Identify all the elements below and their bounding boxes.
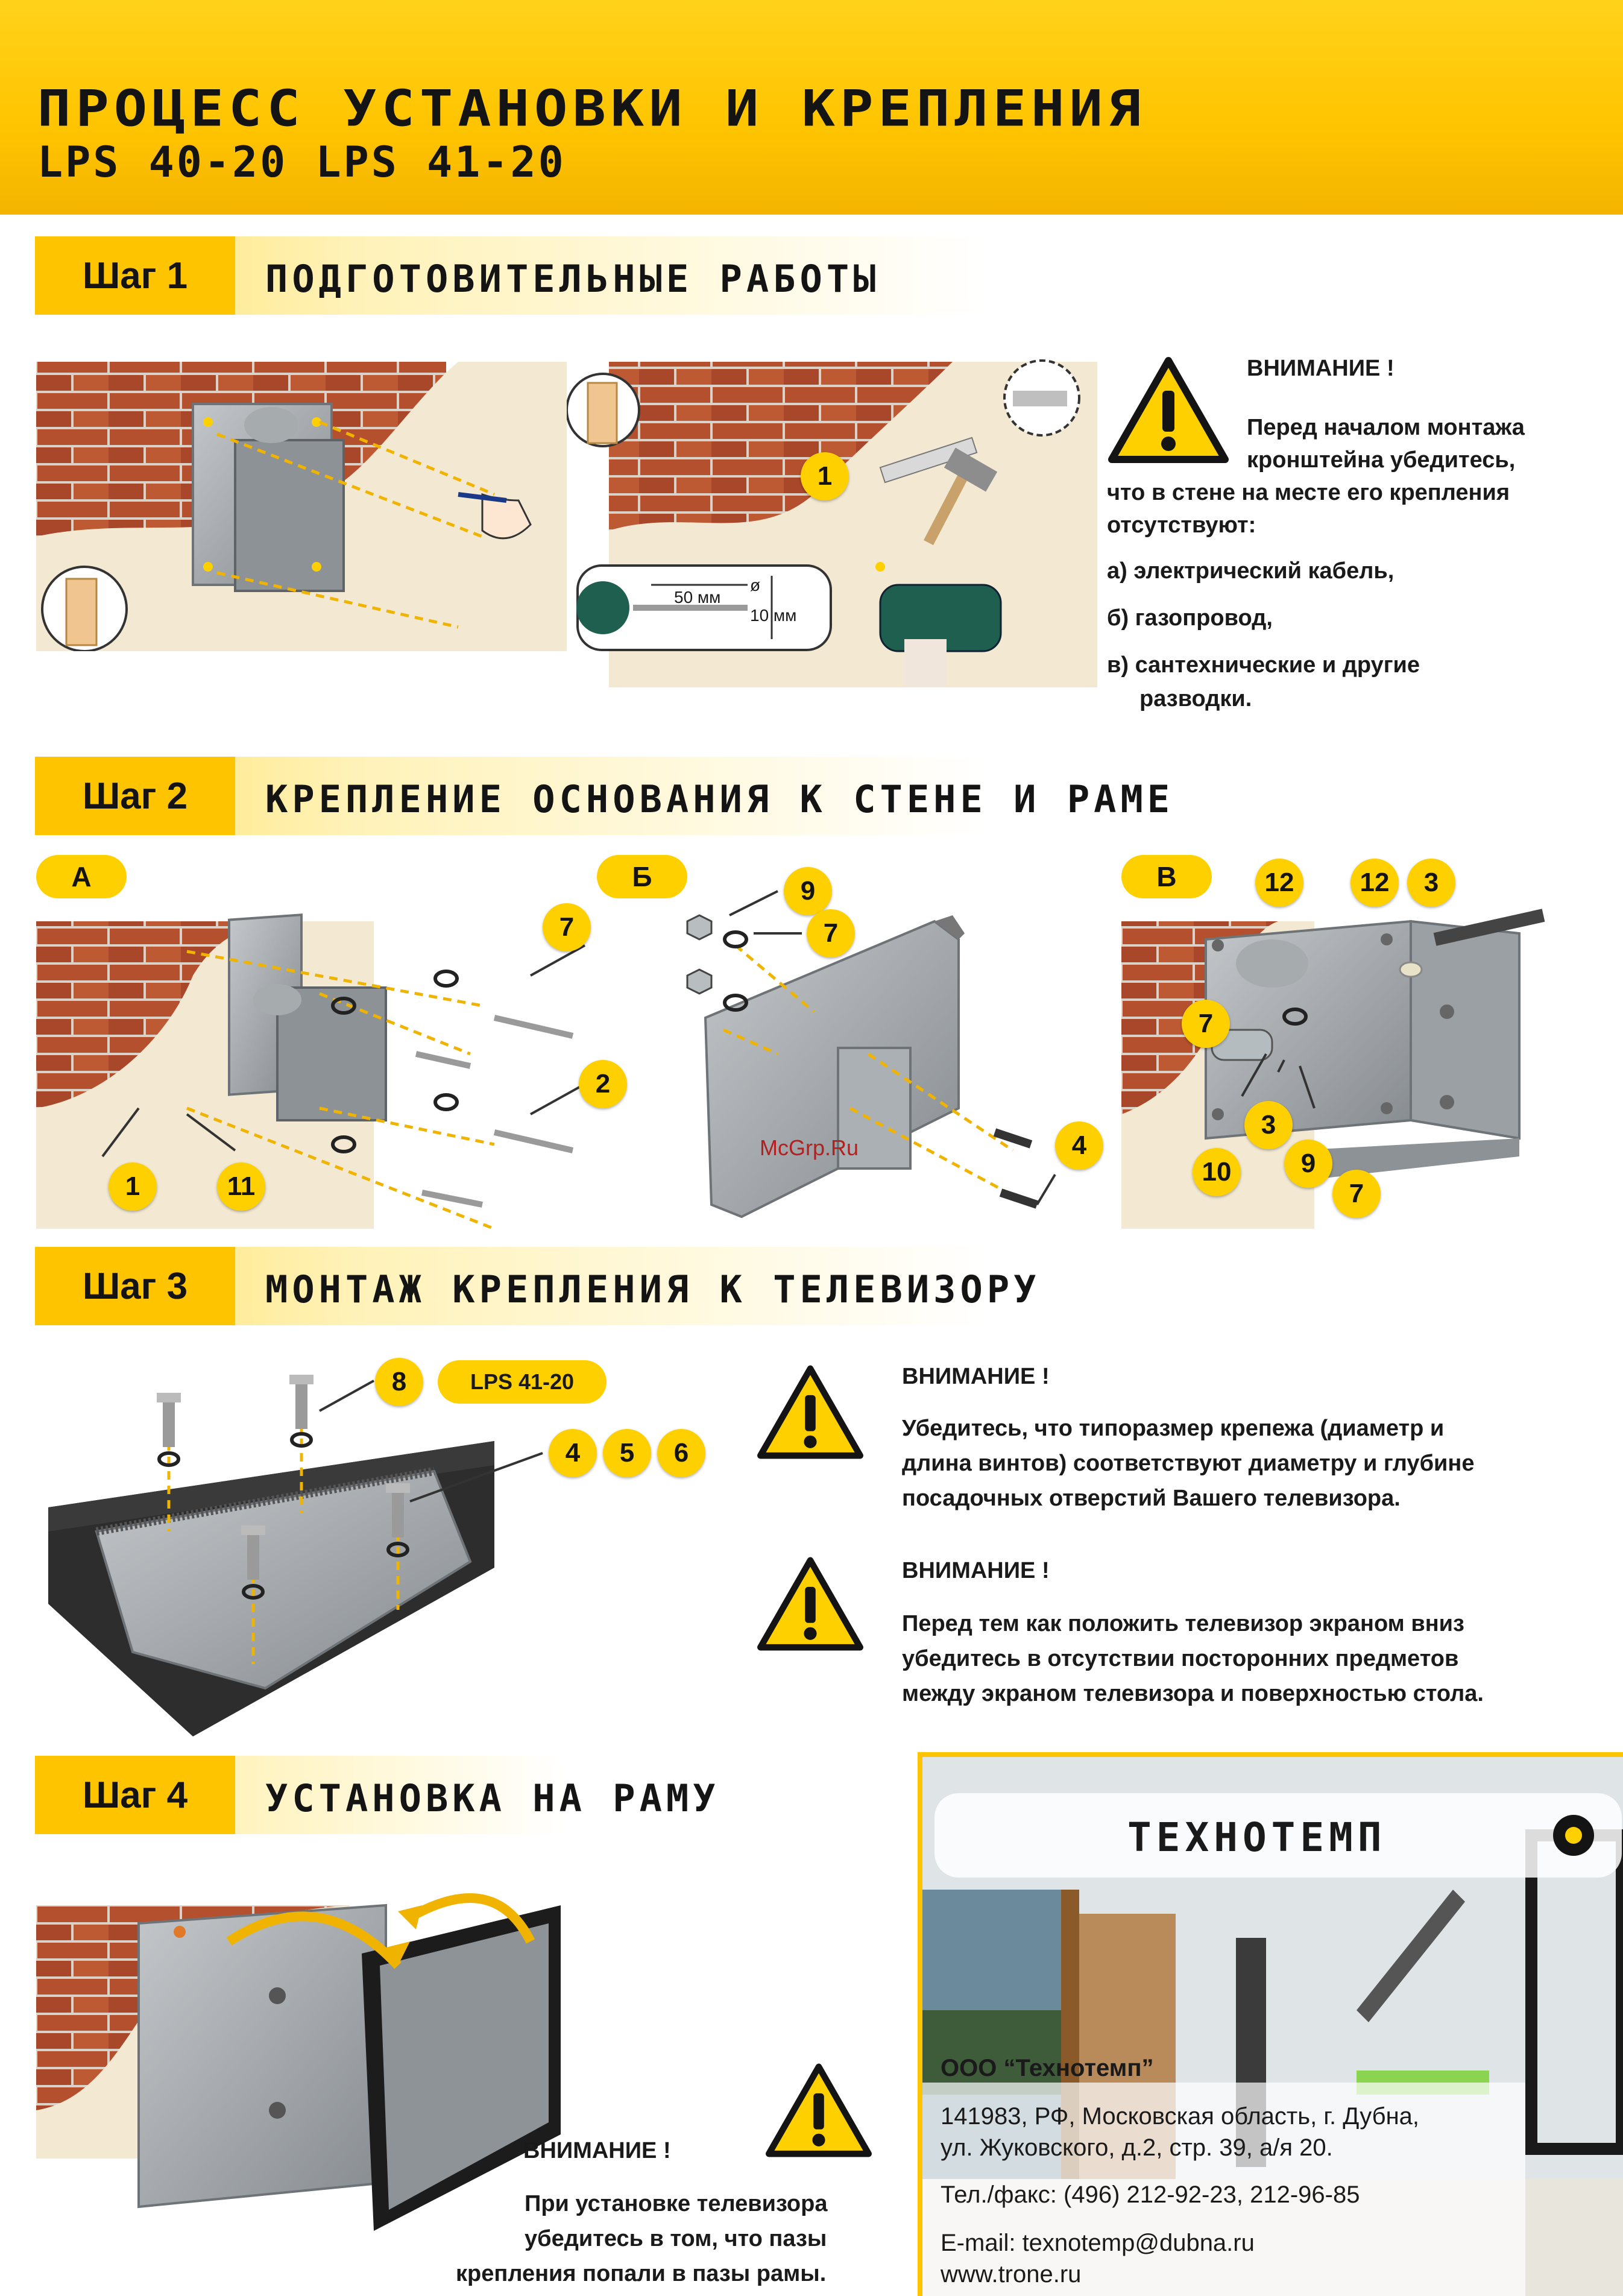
step4-illustration xyxy=(36,1869,591,2255)
step2-b-callout: 9 xyxy=(784,867,832,915)
step1-warning-item: разводки. xyxy=(1139,686,1252,711)
step1-warning-line: кронштейна убедитесь, xyxy=(1247,447,1516,473)
step1-bracket-svg xyxy=(36,356,567,651)
step4-bar xyxy=(35,1756,918,1834)
warning-icon xyxy=(757,1556,863,1652)
header-banner xyxy=(0,0,1623,218)
step1-warning-head: ВНИМАНИЕ ! xyxy=(1247,356,1395,381)
step2-c-callout: 12 xyxy=(1350,859,1399,907)
step2-label: Шаг 2 xyxy=(35,757,235,835)
step3-callout: 4 xyxy=(549,1429,597,1477)
step1-warning-item: б) газопровод, xyxy=(1107,605,1273,631)
step2-panel-c-letter: В xyxy=(1121,855,1212,898)
step1-drill-svg xyxy=(567,350,1097,687)
step3-bar xyxy=(35,1247,1623,1325)
step4-warning-head: ВНИМАНИЕ ! xyxy=(523,2138,671,2163)
drill-diameter-symbol: ø xyxy=(750,576,761,594)
step3-warning2-line: Перед тем как положить телевизор экраном вниз xyxy=(902,1611,1464,1636)
step2-panel-a xyxy=(36,855,639,1229)
step3-callout: 5 xyxy=(603,1429,651,1477)
step4-warning-line: убедитесь в том, что пазы xyxy=(525,2226,827,2251)
step2-panel-b-svg xyxy=(597,855,1127,1229)
step3-callout-8: 8 xyxy=(375,1358,423,1406)
step1-label: Шаг 1 xyxy=(35,236,235,315)
step3-warning2-head: ВНИМАНИЕ ! xyxy=(902,1558,1050,1583)
company-email[interactable]: E-mail: texnotemp@dubna.ru xyxy=(941,2230,1255,2256)
company-logo: ТЕХНОТЕМП xyxy=(1127,1814,1387,1861)
company-phone: Тел./факс: (496) 212-92-23, 212-96-85 xyxy=(941,2181,1360,2208)
step2-title: КРЕПЛЕНИЕ ОСНОВАНИЯ К СТЕНЕ И РАМЕ xyxy=(265,777,1174,821)
step4-warning-line: крепления попали в пазы рамы. xyxy=(456,2261,827,2286)
step2-panel-c xyxy=(1121,855,1623,1229)
step3-warning2-line: между экраном телевизора и поверхностью стола. xyxy=(902,1681,1484,1706)
step3-title: МОНТАЖ КРЕПЛЕНИЯ К ТЕЛЕВИЗОРУ xyxy=(265,1267,1041,1311)
step4-frame-svg xyxy=(36,1869,591,2255)
page-title: ПРОЦЕСС УСТАНОВКИ И КРЕПЛЕНИЯ xyxy=(37,80,1146,138)
step2-a-callout: 2 xyxy=(579,1060,627,1108)
step1-callout-1: 1 xyxy=(801,452,849,500)
watermark: McGrp.Ru xyxy=(760,1135,859,1160)
step3-warning1-head: ВНИМАНИЕ ! xyxy=(902,1364,1050,1389)
step1-title: ПОДГОТОВИТЕЛЬНЫЕ РАБОТЫ xyxy=(265,257,880,301)
step2-b-callout: 4 xyxy=(1055,1121,1103,1170)
step4-title: УСТАНОВКА НА РАМУ xyxy=(265,1776,720,1820)
step3-warning1-line: посадочных отверстий Вашего телевизора. xyxy=(902,1486,1401,1511)
company-name: ООО “Технотемп” xyxy=(941,2055,1154,2081)
step1-warning-line: что в стене на месте его крепления xyxy=(1107,480,1510,505)
step1-warning-item: а) электрический кабель, xyxy=(1107,558,1395,584)
step1-illustration-drilling xyxy=(567,350,1097,687)
step1-warning-item: в) сантехнические и другие xyxy=(1107,652,1420,678)
step4-warning-line: При установке телевизора xyxy=(525,2191,828,2216)
step2-a-callout: 1 xyxy=(109,1162,157,1211)
step1-illustration-bracket xyxy=(36,356,567,651)
company-address: 141983, РФ, Московская область, г. Дубна, xyxy=(941,2103,1420,2130)
drill-diameter-label: 10 мм xyxy=(750,606,797,625)
step2-bar xyxy=(35,757,1623,835)
step3-tv-svg xyxy=(36,1351,736,1736)
step3-callout: 6 xyxy=(657,1429,705,1477)
step2-c-callout: 9 xyxy=(1284,1140,1332,1188)
step3-warning1-line: Убедитесь, что типоразмер крепежа (диаметр и xyxy=(902,1416,1445,1441)
warning-icon xyxy=(1108,356,1229,464)
step2-a-callout: 11 xyxy=(217,1162,265,1211)
warning-icon xyxy=(757,1364,863,1460)
warning-icon xyxy=(766,2062,872,2159)
step2-a-callout: 7 xyxy=(543,903,591,951)
step3-illustration xyxy=(36,1351,736,1736)
model-tag: LPS 41-20 xyxy=(438,1360,607,1404)
step2-c-callout: 3 xyxy=(1244,1101,1293,1149)
company-info xyxy=(918,1752,1623,2296)
step2-panel-b-letter: Б xyxy=(597,855,687,898)
step4-label: Шаг 4 xyxy=(35,1756,235,1834)
step3-label: Шаг 3 xyxy=(35,1247,235,1325)
company-address: ул. Жуковского, д.2, стр. 39, а/я 20. xyxy=(941,2134,1333,2161)
step2-panel-a-letter: А xyxy=(36,855,127,898)
drill-depth-label: 50 мм xyxy=(674,588,721,607)
step3-warning1-line: длина винтов) соответствуют диаметру и глубине xyxy=(902,1451,1475,1476)
step2-c-callout: 10 xyxy=(1193,1148,1241,1196)
step2-b-callout: 7 xyxy=(807,909,855,957)
step1-bar xyxy=(35,236,1623,315)
step3-warning2-line: убедитесь в отсутствии посторонних предметов xyxy=(902,1646,1459,1671)
step1-warning-line: Перед началом монтажа xyxy=(1247,415,1525,440)
step2-panel-b xyxy=(597,855,1127,1229)
step2-c-callout: 3 xyxy=(1407,859,1455,907)
step2-c-callout: 12 xyxy=(1255,859,1303,907)
company-website[interactable]: www.trone.ru xyxy=(941,2261,1082,2288)
step2-c-callout: 7 xyxy=(1182,1000,1230,1048)
step2-c-callout: 7 xyxy=(1332,1170,1381,1218)
page-subtitle: LPS 40-20 LPS 41-20 xyxy=(37,137,566,187)
step1-warning-line: отсутствуют: xyxy=(1107,512,1256,538)
